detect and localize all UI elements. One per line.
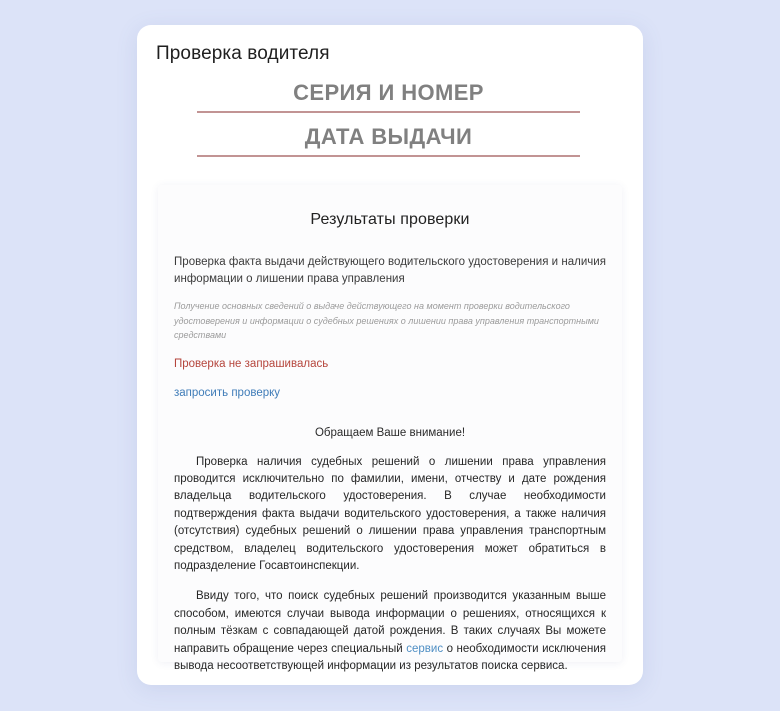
results-panel <box>158 185 622 672</box>
issue-date-field[interactable] <box>197 122 580 156</box>
notice-paragraph-1: Проверка наличия судебных решений о лишении права управления проводится исключительно по фамилии, имени, отчеству и дате рождения владельца водительского удостоверения. В случае необходимости подтверждения факта выдачи водительского удостоверения, а также наличия (отсутствия) судебных решений о лишении права управления транспортным средством, владелец водительского удостоверения может обратиться в подразделение Госавтоинспекции. <box>174 455 606 572</box>
driver-check-card <box>137 25 643 685</box>
serial-number-placeholder[interactable]: СЕРИЯ И НОМЕР <box>293 80 484 105</box>
results-heading: Результаты проверки <box>310 211 470 228</box>
attention-heading: Обращаем Ваше внимание! <box>314 426 466 439</box>
page-title: Проверка водителя <box>156 43 330 64</box>
notice-paragraph-2 <box>174 588 606 675</box>
issue-date-underline <box>197 155 580 157</box>
serial-number-underline <box>197 111 580 113</box>
service-link[interactable]: сервис <box>406 642 444 655</box>
check-note: Получение основных сведений о выдаче действующего на момент проверки водительского удостоверения и информации о судебных решениях о лишении права управления транспортными средствами <box>174 301 599 340</box>
notice-paragraph-2-text-after: о необходимости исключения вывода несоответствующей информации из результатов поиска сервиса. <box>174 642 606 672</box>
notice-paragraph-2-text-before: Ввиду того, что поиск судебных решений производится указанным выше способом, имеются случаи вывода информации о решениях, относящихся к полным тёзкам с совпадающей датой рождения. В таких случаях Вы можете направить обращение через специальный <box>174 590 606 655</box>
request-check-link[interactable]: запросить проверку <box>174 386 281 399</box>
issue-date-placeholder[interactable]: ДАТА ВЫДАЧИ <box>304 124 473 149</box>
status-badge: Проверка не запрашивалась <box>174 357 329 370</box>
check-description: Проверка факта выдачи действующего водительского удостоверения и наличия информации о лишении права управления <box>174 256 606 285</box>
serial-number-field[interactable] <box>197 78 580 112</box>
